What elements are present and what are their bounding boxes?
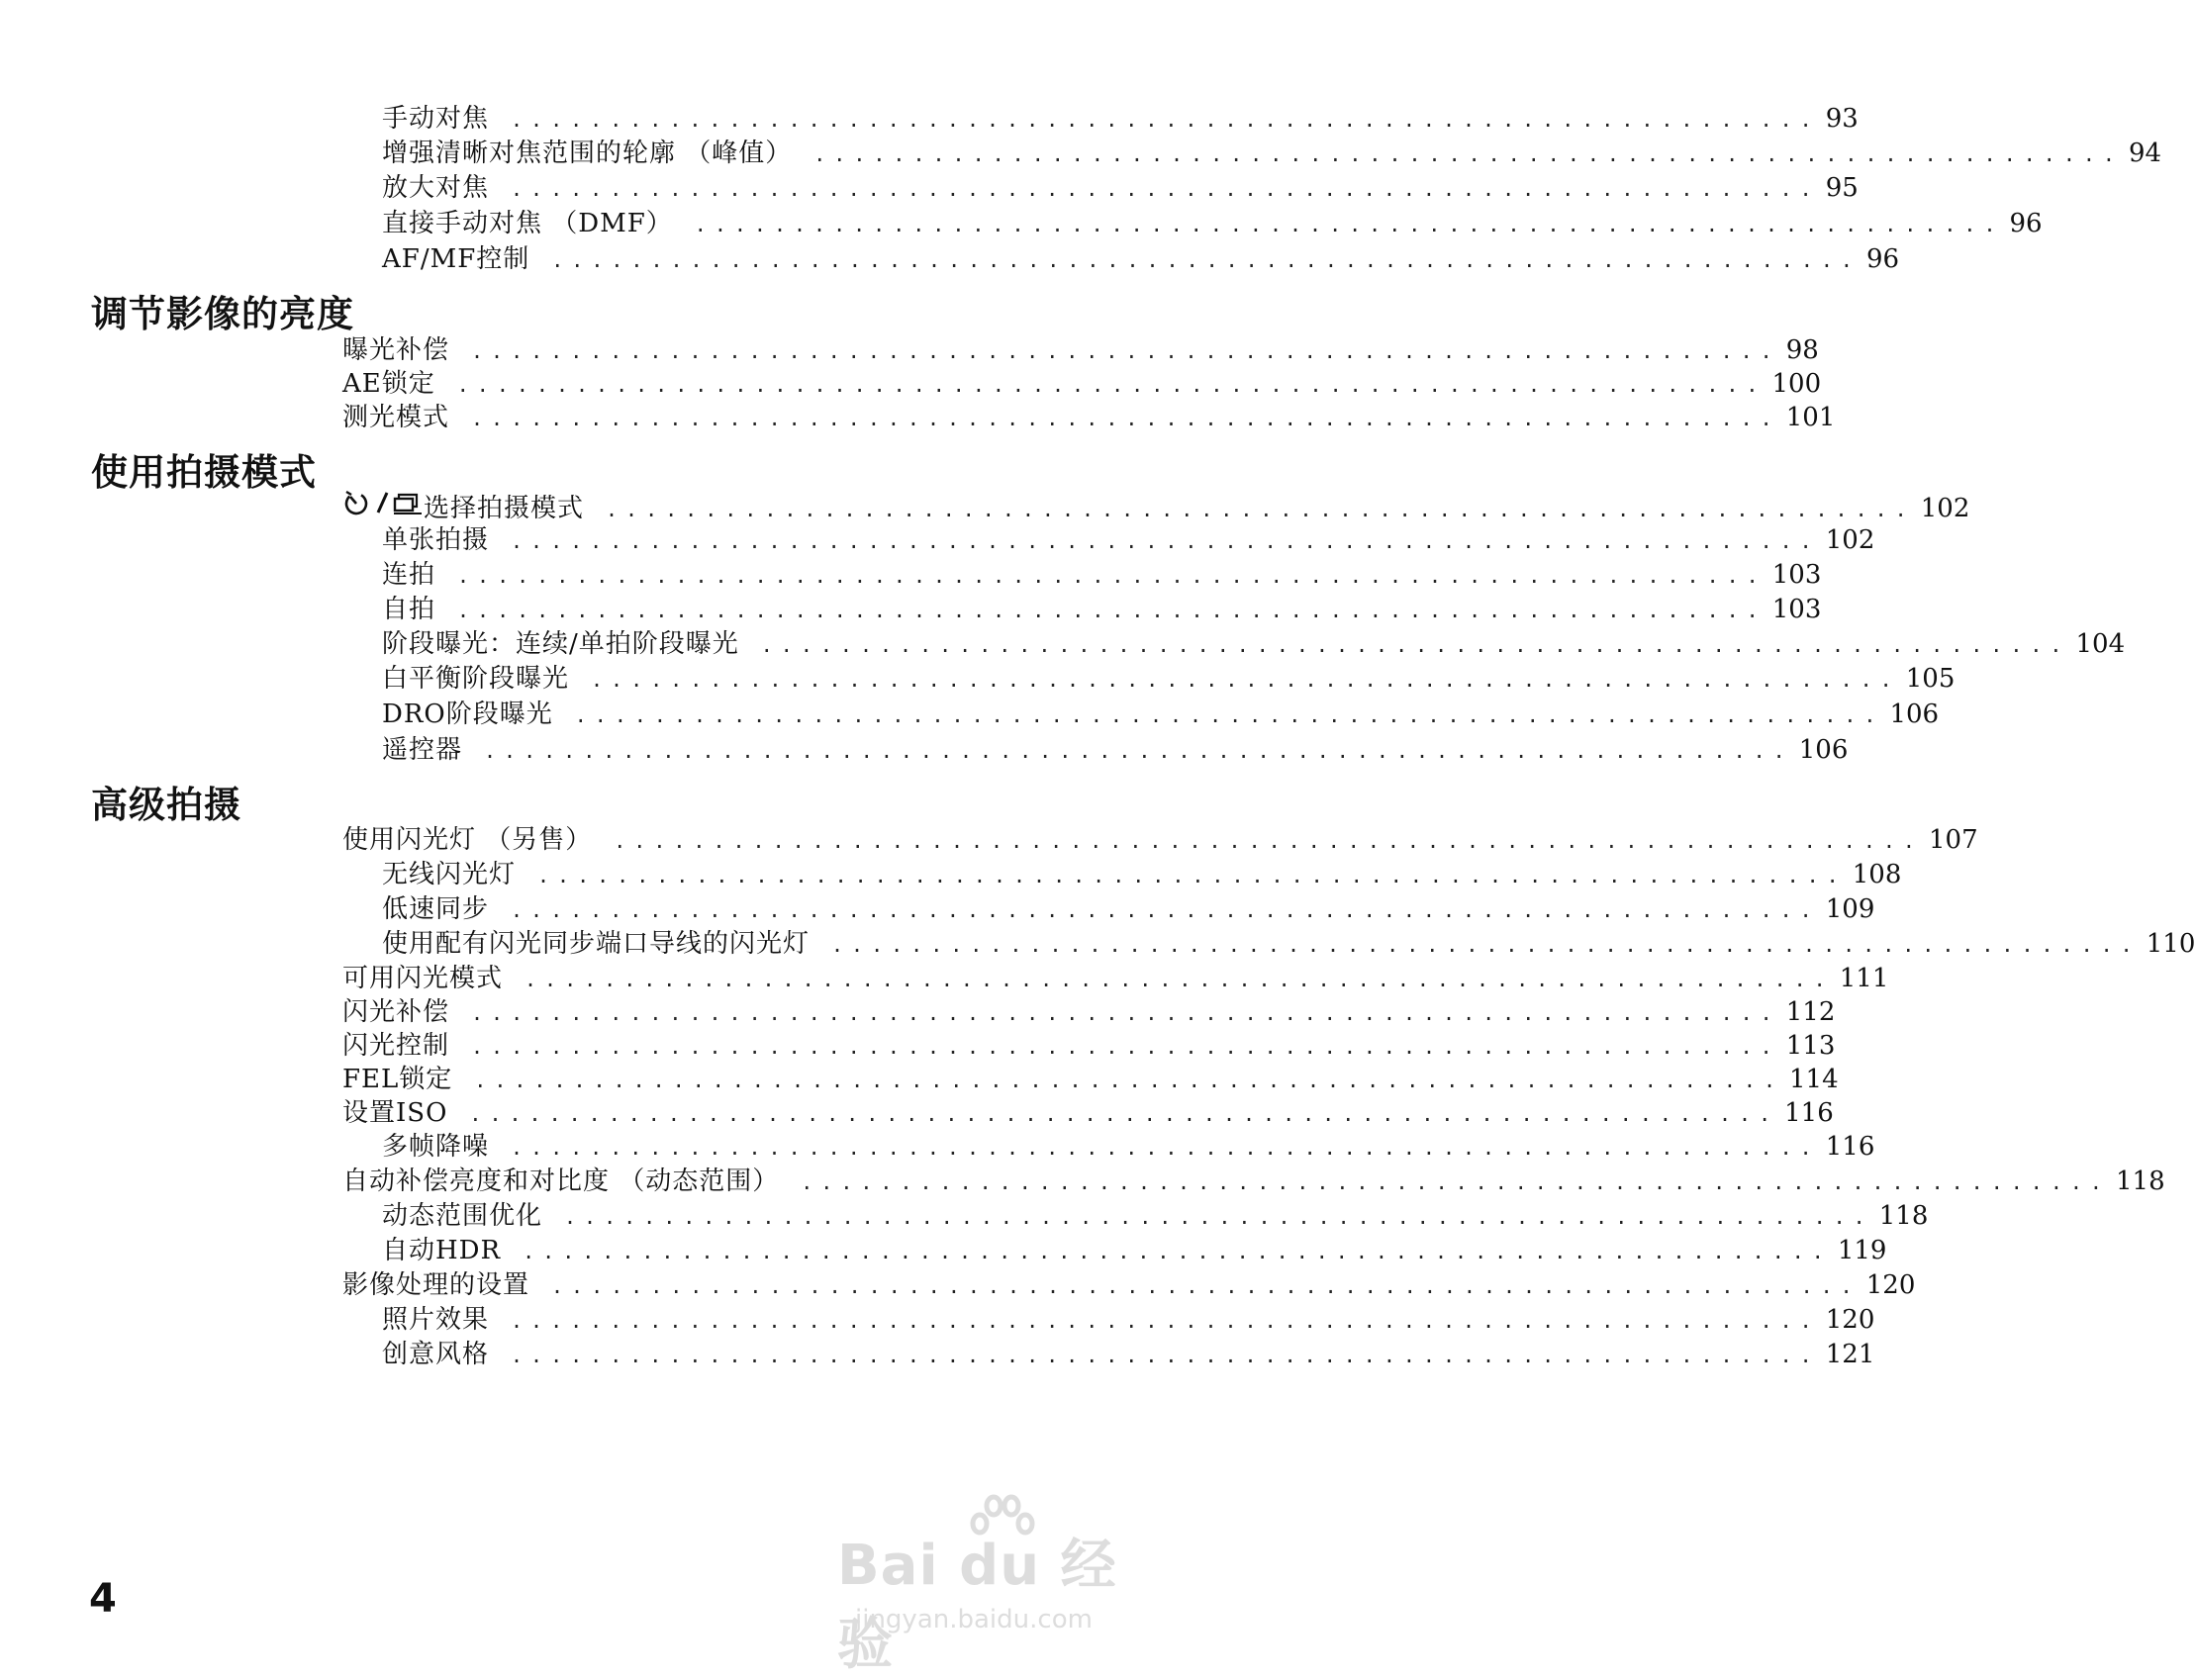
- toc-entry[interactable]: [382, 1198, 1929, 1234]
- dot-leader: ..................................................................: [525, 968, 1834, 991]
- entry-page: 93: [1825, 104, 1859, 134]
- dot-leader: ..................................................................: [813, 142, 2123, 166]
- toc-entry[interactable]: [382, 592, 1822, 627]
- entry-page: 120: [1865, 1270, 1916, 1300]
- toc-entry[interactable]: [342, 1095, 1834, 1131]
- toc-entry[interactable]: [342, 332, 1819, 368]
- dot-leader: ..................................................................: [471, 339, 1780, 363]
- dot-leader: ..................................................................: [511, 898, 1820, 922]
- entry-page: 96: [1865, 244, 1900, 274]
- dot-leader: ..................................................................: [456, 373, 1766, 397]
- toc-entry[interactable]: [342, 1062, 1839, 1097]
- entry-title: 自动HDR: [382, 1236, 502, 1265]
- entry-page: 102: [1825, 525, 1875, 555]
- self-timer-icon: [342, 489, 372, 526]
- dot-leader: ..................................................................: [551, 248, 1861, 272]
- baidu-jingyan-watermark: [837, 1494, 1134, 1677]
- toc-entry[interactable]: [382, 206, 2043, 241]
- page-number: 4: [89, 1576, 117, 1622]
- dot-leader: ..................................................................: [511, 1344, 1820, 1367]
- toc-entry[interactable]: [342, 1164, 2165, 1199]
- dot-leader: ..................................................................: [511, 1136, 1820, 1160]
- entry-page: 101: [1785, 403, 1836, 432]
- entry-title: 放大对焦: [382, 173, 490, 203]
- dot-leader: ..................................................................: [537, 864, 1847, 887]
- entry-page: 102: [1920, 494, 1970, 523]
- dot-leader: ..................................................................: [564, 1205, 1873, 1229]
- toc-entry[interactable]: [382, 926, 2195, 962]
- dot-leader: ..................................................................: [471, 407, 1780, 430]
- dot-leader: ..................................................................: [511, 529, 1820, 553]
- toc-entry[interactable]: [382, 1302, 1875, 1338]
- entry-title: 设置ISO: [342, 1098, 448, 1128]
- continuous-shooting-icon: [392, 489, 424, 526]
- entry-page: 116: [1784, 1098, 1834, 1128]
- dot-leader: ..................................................................: [511, 177, 1820, 201]
- entry-page: 119: [1837, 1236, 1887, 1265]
- entry-title: 低速同步: [382, 894, 490, 924]
- entry-page: 104: [2075, 629, 2126, 659]
- entry-title: 曝光补偿: [342, 335, 450, 365]
- toc-entry[interactable]: [342, 400, 1836, 435]
- toc-entry[interactable]: [342, 961, 1889, 996]
- entry-page: 118: [1878, 1201, 1929, 1231]
- entry-page: 121: [1825, 1340, 1875, 1369]
- entry-page: 100: [1771, 369, 1822, 399]
- entry-title: AF/MF控制: [382, 244, 530, 274]
- dot-leader: ..................................................................: [614, 829, 1923, 853]
- entry-page: 118: [2115, 1167, 2165, 1196]
- entry-title: 自动补偿亮度和对比度 （动态范围）: [342, 1167, 780, 1196]
- entry-page: 103: [1771, 560, 1822, 590]
- slash-separator-icon: [372, 489, 392, 526]
- entry-page: 120: [1825, 1305, 1875, 1335]
- toc-entry[interactable]: [382, 557, 1822, 593]
- entry-title: 使用配有闪光同步端口导线的闪光灯: [382, 929, 811, 959]
- entry-page: 96: [2009, 209, 2043, 238]
- entry-page: 98: [1785, 335, 1819, 365]
- dot-leader: ..................................................................: [694, 213, 2004, 236]
- dot-leader: ..................................................................: [591, 668, 1900, 692]
- entry-title: 单张拍摄: [382, 525, 490, 555]
- entry-page: 109: [1825, 894, 1875, 924]
- entry-page: 110: [2146, 929, 2195, 959]
- toc-entry[interactable]: [382, 697, 1940, 732]
- entry-title: FEL锁定: [342, 1065, 453, 1094]
- dot-leader: ..................................................................: [606, 498, 1915, 521]
- toc-entry[interactable]: [382, 170, 1859, 206]
- entry-title: 使用闪光灯 （另售）: [342, 825, 593, 855]
- entry-title: 照片效果: [382, 1305, 490, 1335]
- dot-leader: ..................................................................: [523, 1240, 1832, 1263]
- dot-leader: ..................................................................: [471, 1001, 1780, 1025]
- dot-leader: ..................................................................: [760, 633, 2070, 657]
- entry-title: 测光模式: [342, 403, 450, 432]
- toc-entry[interactable]: [342, 1028, 1836, 1064]
- dot-leader: ..................................................................: [551, 1274, 1861, 1298]
- entry-page: 108: [1852, 860, 1902, 889]
- entry-title: 无线闪光灯: [382, 860, 517, 889]
- dot-leader: ..................................................................: [474, 1069, 1784, 1092]
- entry-title: 闪光控制: [342, 1031, 450, 1061]
- watermark-logo-text: Bai du 经验: [837, 1534, 1117, 1677]
- entry-page: 116: [1825, 1132, 1875, 1162]
- entry-title: 闪光补偿: [342, 997, 450, 1027]
- entry-page: 107: [1928, 825, 1978, 855]
- entry-page: 114: [1789, 1065, 1839, 1094]
- entry-page: 94: [2128, 139, 2162, 168]
- dot-leader: ..................................................................: [511, 108, 1820, 132]
- entry-title: 创意风格: [382, 1340, 490, 1369]
- entry-title: 自拍: [382, 595, 436, 624]
- dot-leader: ..................................................................: [511, 1309, 1820, 1333]
- section-heading: 高级拍摄: [91, 784, 241, 826]
- dot-leader: ..................................................................: [457, 564, 1766, 588]
- toc-entry[interactable]: [342, 822, 1978, 858]
- entry-page: 106: [1798, 735, 1849, 765]
- toc-entry[interactable]: [382, 1129, 1875, 1165]
- dot-leader: ..................................................................: [484, 739, 1793, 763]
- entry-page: 113: [1785, 1031, 1836, 1061]
- entry-title: 遥控器: [382, 735, 463, 765]
- toc-entry[interactable]: [382, 136, 2162, 171]
- entry-title: 连拍: [382, 560, 436, 590]
- entry-title: AE锁定: [342, 369, 435, 399]
- entry-title: DRO阶段曝光: [382, 700, 553, 729]
- entry-title: 手动对焦: [382, 104, 490, 134]
- dot-leader: ..................................................................: [469, 1102, 1779, 1126]
- toc-entry[interactable]: [382, 522, 1875, 558]
- toc-entry[interactable]: [342, 366, 1822, 402]
- entry-page: 95: [1825, 173, 1859, 203]
- entry-page: 103: [1771, 595, 1822, 624]
- toc-entry[interactable]: [382, 241, 1900, 277]
- entry-title: 选择拍摄模式: [424, 494, 585, 523]
- entry-title: 白平衡阶段曝光: [382, 664, 570, 694]
- watermark-url: jingyan.baidu.com: [855, 1605, 1093, 1634]
- entry-title: 可用闪光模式: [342, 964, 504, 993]
- entry-page: 112: [1785, 997, 1836, 1027]
- toc-entry[interactable]: [382, 1233, 1887, 1268]
- entry-page: 111: [1839, 964, 1889, 993]
- entry-title: 多帧降噪: [382, 1132, 490, 1162]
- toc-entry[interactable]: [382, 661, 1956, 697]
- dot-leader: ..................................................................: [457, 599, 1766, 622]
- toc-entry[interactable]: [382, 1337, 1875, 1372]
- toc-entry[interactable]: [342, 1267, 1916, 1303]
- dot-leader: ..................................................................: [801, 1170, 2110, 1194]
- toc-entry[interactable]: [382, 891, 1875, 927]
- toc-entry[interactable]: [342, 489, 1970, 524]
- dot-leader: ..................................................................: [471, 1035, 1780, 1059]
- dot-leader: ..................................................................: [831, 933, 2141, 957]
- toc-entry[interactable]: [382, 626, 2126, 662]
- toc-entry[interactable]: [342, 994, 1836, 1030]
- toc-entry[interactable]: [382, 101, 1859, 137]
- entry-page: 106: [1889, 700, 1940, 729]
- entry-title: 影像处理的设置: [342, 1270, 530, 1300]
- entry-title: 增强清晰对焦范围的轮廓 （峰值）: [382, 139, 793, 168]
- toc-entry[interactable]: [382, 732, 1849, 768]
- entry-title: 阶段曝光：连续/单拍阶段曝光: [382, 629, 739, 659]
- dot-leader: ..................................................................: [574, 703, 1884, 727]
- entry-title: 直接手动对焦 （DMF）: [382, 209, 673, 238]
- section-heading: 使用拍摄模式: [91, 451, 317, 494]
- toc-entry[interactable]: [382, 857, 1902, 892]
- section-heading: 调节影像的亮度: [91, 293, 354, 335]
- entry-title: 动态范围优化: [382, 1201, 543, 1231]
- entry-page: 105: [1905, 664, 1956, 694]
